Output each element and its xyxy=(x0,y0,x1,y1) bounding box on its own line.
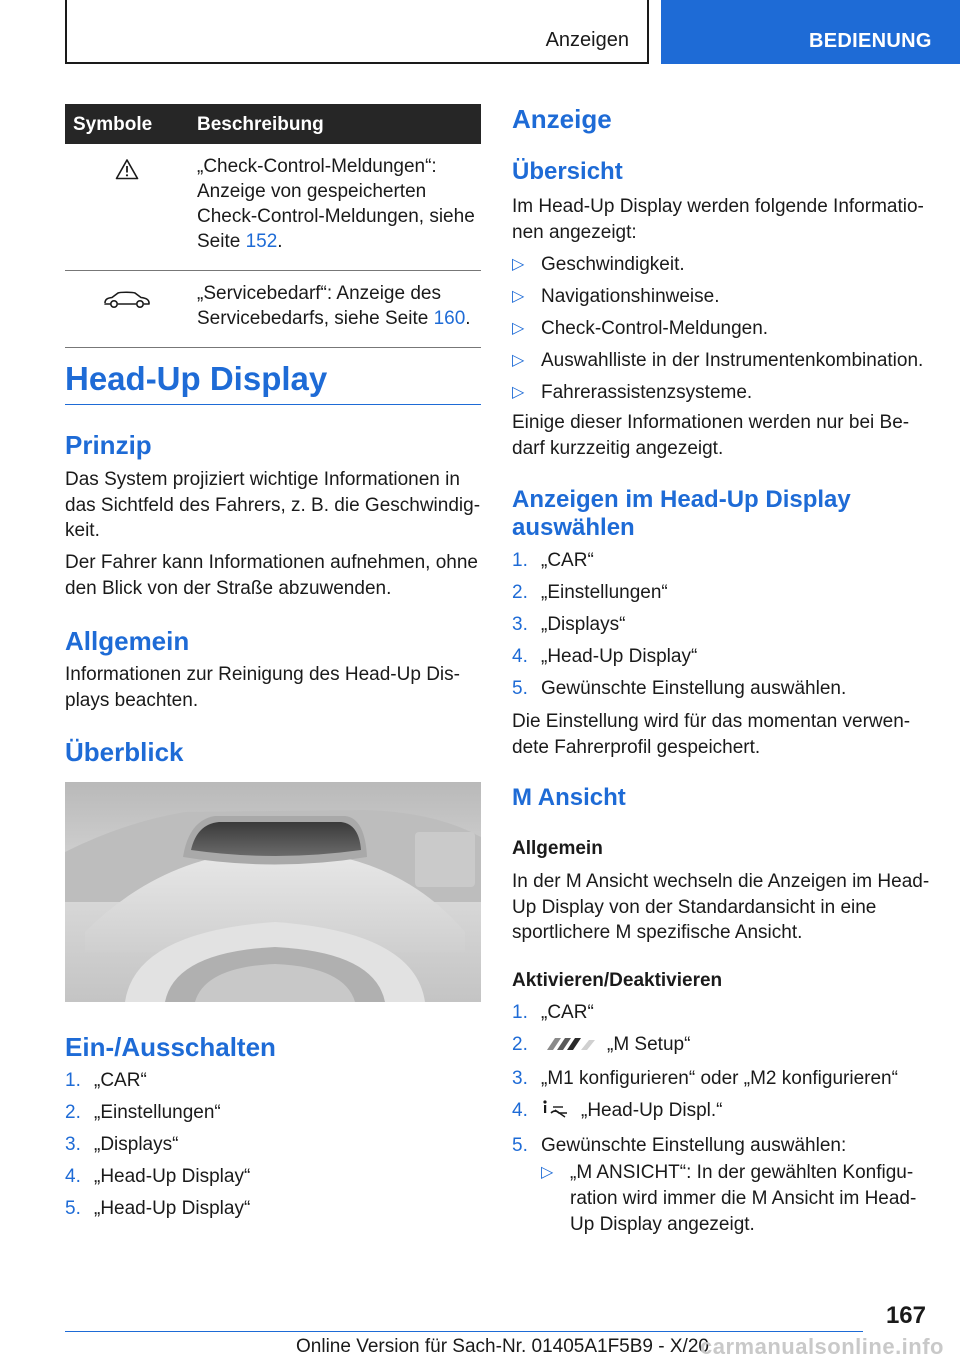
list-item: 5. Gewünschte Einstellung auswählen: xyxy=(512,1135,847,1156)
heading-prinzip: Prinzip xyxy=(65,430,152,460)
header-chapter-title: BEDIENUNG xyxy=(809,30,932,52)
symbol-table xyxy=(65,104,481,348)
footer-text: Online Version für Sach-Nr. 01405A1F5B9 - X/20 xyxy=(296,1336,709,1357)
footer-divider xyxy=(65,1331,863,1332)
list-item: 1. „CAR“ xyxy=(65,1070,147,1091)
prinzip-text-2: Der Fahrer kann Informationen aufnehmen, ohne den Blick von der Straße abzuwenden. xyxy=(65,552,478,599)
list-item: 4. „Head-Up Display“ xyxy=(512,646,698,667)
list-item: 2. „Einstellungen“ xyxy=(512,582,668,603)
table-row-text: „Servicebedarf“: Anzeige des Servicebedarfs, siehe Seite xyxy=(197,283,441,329)
table-row: „Check-Control-Meldungen“: Anzeige von gespeicherten Check-Control-Meldungen, siehe Seite 152. xyxy=(65,144,481,271)
list-item: 4. „Head-Up Display“ xyxy=(65,1166,251,1187)
triangle-bullet-icon: ▷ xyxy=(512,320,525,337)
list-item: 3. „M1 konfigurieren“ oder „M2 konfigurieren“ xyxy=(512,1068,898,1089)
ein-aus-steps xyxy=(65,1068,481,1228)
triangle-bullet-icon: ▷ xyxy=(512,288,525,305)
list-item: 4. „Head-Up Displ.“ xyxy=(512,1098,932,1126)
list-item: 3. „Displays“ xyxy=(512,614,626,635)
watermark: carmanualsonline.info xyxy=(700,1334,944,1359)
list-item: ▷ Navigationshinweise. xyxy=(512,286,720,307)
table-header-description: Beschreibung xyxy=(197,114,324,135)
list-item: 2. „M Setup“ xyxy=(512,1032,932,1059)
list-item: 1. „CAR“ xyxy=(512,1002,594,1023)
triangle-bullet-icon: ▷ xyxy=(541,1164,554,1181)
list-item: ▷ „M ANSICHT“: In der gewählten Konfiguration wird immer die M Ansicht im Head-Up Display angezeigt. xyxy=(541,1162,917,1235)
list-item: 5. „Head-Up Display“ xyxy=(65,1198,251,1219)
list-item: ▷ Auswahlliste in der Instrumentenkombination. xyxy=(512,350,924,371)
head-up-display-icon xyxy=(541,1099,571,1126)
list-item: 3. „Displays“ xyxy=(65,1134,179,1155)
list-item: 5. Gewünschte Einstellung auswählen. xyxy=(512,678,847,699)
table-row: „Servicebedarf“: Anzeige des Servicebedarfs, siehe Seite 160. xyxy=(65,271,481,348)
auswaehlen-text: Die Einstellung wird für das momentan verwendete Fahrerprofil gespeichert. xyxy=(512,711,911,758)
list-item: ▷ Check-Control-Meldungen. xyxy=(512,318,769,339)
triangle-bullet-icon: ▷ xyxy=(512,256,525,273)
allgemein-text: Informationen zur Reinigung des Head-Up Displays beachten. xyxy=(65,664,460,711)
uebersicht-text-2: Einige dieser Informationen werden nur bei Bedarf kurzzeitig angezeigt. xyxy=(512,412,910,459)
heading-m-allgemein: Allgemein xyxy=(512,838,603,859)
heading-anzeige: Anzeige xyxy=(512,104,612,134)
page-link-152[interactable]: 152 xyxy=(245,231,278,252)
heading-aktivieren-deaktivieren: Aktivieren/Deaktivieren xyxy=(512,970,723,991)
heading-allgemein: Allgemein xyxy=(65,626,190,656)
header-section-title: Anzeigen xyxy=(545,29,629,51)
list-item: 1. „CAR“ xyxy=(512,550,594,571)
page-number: 167 xyxy=(885,1302,926,1329)
list-item: ▷ Geschwindigkeit. xyxy=(512,254,685,275)
aktivieren-sublist xyxy=(541,1160,933,1245)
heading-m-ansicht: M Ansicht xyxy=(512,784,626,811)
header-chapter-box[interactable] xyxy=(661,0,960,64)
heading-uebersicht: Übersicht xyxy=(512,158,623,185)
heading-head-up-display: Head-Up Display xyxy=(65,360,481,405)
table-row-text: „Check-Control-Meldungen“: Anzeige von gespeicherten Check-Control-Meldungen, siehe Seite xyxy=(197,156,475,252)
m-allgemein-text: In der M Ansicht wechseln die Anzeigen im Head-Up Display von der Standardansicht in eine sportlichere M spezifische Ansicht. xyxy=(512,871,930,943)
page-link-160[interactable]: 160 xyxy=(433,308,466,329)
heading-ueberblick: Überblick xyxy=(65,737,184,767)
triangle-bullet-icon: ▷ xyxy=(512,384,525,401)
prinzip-text-1: Das System projiziert wichtige Informationen in das Sichtfeld des Fahrers, z. B. die Geschwindigkeit. xyxy=(65,469,481,541)
list-item: ▷ Fahrerassistenzsysteme. xyxy=(512,382,753,403)
m-setup-icon xyxy=(541,1034,597,1059)
triangle-bullet-icon: ▷ xyxy=(512,352,525,369)
car-outline-icon xyxy=(65,289,189,309)
uebersicht-text: Im Head-Up Display werden folgende Informationen angezeigt: xyxy=(512,196,924,243)
header-section-box xyxy=(65,0,649,64)
uebersicht-list xyxy=(512,252,932,412)
heading-ein-ausschalten: Ein-/Ausschalten xyxy=(65,1032,276,1062)
auswaehlen-steps xyxy=(512,548,932,708)
table-header xyxy=(65,104,481,144)
warning-triangle-icon xyxy=(65,158,189,180)
table-header-symbol: Symbole xyxy=(73,114,153,135)
aktivieren-steps xyxy=(512,1000,932,1165)
heading-anzeigen-auswaehlen: Anzeigen im Head-Up Display auswählen xyxy=(512,486,851,541)
head-up-display-photo xyxy=(65,782,481,1002)
list-item: 2. „Einstellungen“ xyxy=(65,1102,221,1123)
